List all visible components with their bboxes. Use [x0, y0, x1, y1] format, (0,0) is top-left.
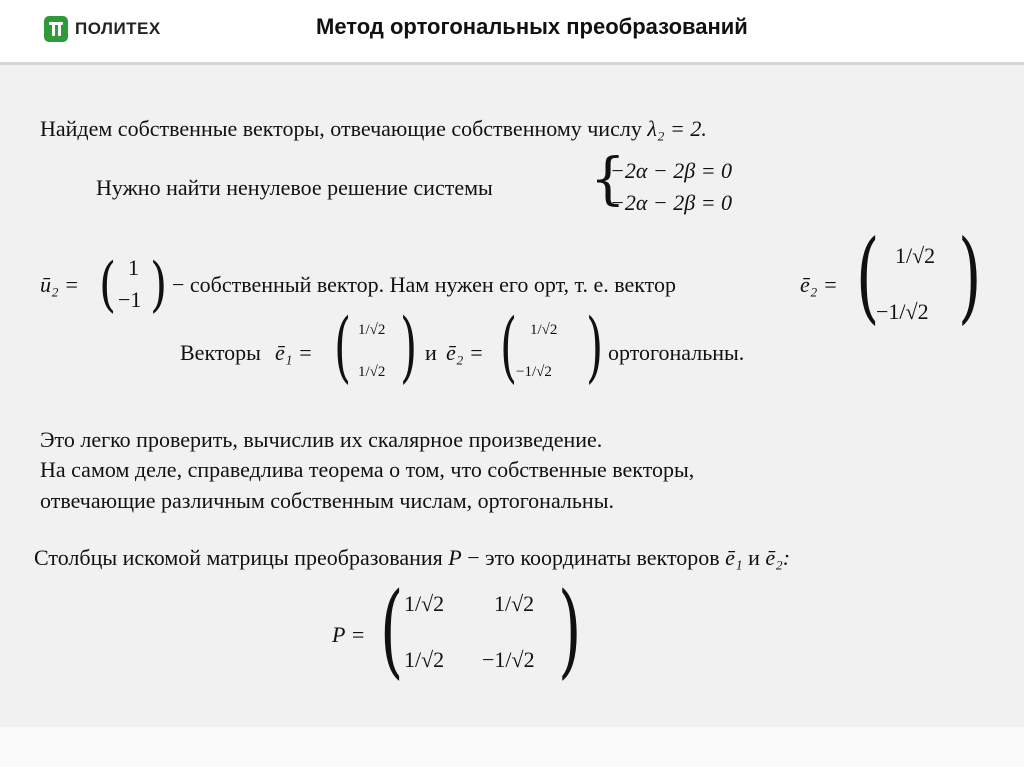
line-ort-text: − собственный вектор. Нам нужен его орт, т. е. вектор: [172, 272, 677, 297]
line-system-text: Нужно найти ненулевое решение системы: [96, 175, 493, 200]
e1-bottom: 1/√2: [358, 364, 386, 380]
matrix-label: P =: [332, 622, 366, 647]
matrix-paren-left: (: [380, 571, 404, 691]
matrix-cell-01: 1/√2: [494, 591, 535, 616]
columns-and: и: [748, 545, 760, 570]
columns-rest: − это координаты векторов: [467, 545, 720, 570]
e2-label: ē₂ =: [800, 272, 838, 297]
u2-paren-right: ): [150, 250, 168, 320]
u2-paren-left: (: [99, 250, 117, 320]
logo: [44, 16, 161, 42]
and-text: и: [425, 340, 437, 365]
system-eq-1: −2α − 2β = 0: [610, 158, 733, 183]
columns-e2: ē₂:: [765, 545, 791, 570]
u2-top: 1: [128, 255, 139, 280]
e2-paren-left: (: [856, 219, 880, 336]
columns-line: [34, 545, 790, 571]
page-title: Метод ортогональных преобразований: [316, 14, 748, 39]
e2b-paren-left: (: [500, 303, 518, 393]
u2-label: ū₂ =: [40, 272, 79, 297]
line-vectors-text: Векторы: [180, 340, 261, 365]
system-eq-2: −2α − 2β = 0: [610, 190, 733, 215]
content-panel: [0, 62, 1024, 727]
lambda-math: λ₂ = 2.: [647, 116, 707, 141]
e2-bottom: −1/√2: [876, 299, 929, 324]
para-line-2: На самом деле, справедлива теорема о том, что собственные векторы,: [40, 457, 695, 482]
line-eigenvalue: [40, 116, 707, 142]
u2-bottom: −1: [118, 287, 142, 312]
e2-top: 1/√2: [895, 243, 936, 268]
e2b-bottom: −1/√2: [516, 364, 552, 380]
e1-label: ē₁ =: [275, 340, 313, 365]
e2-paren-right: ): [958, 219, 982, 336]
e2b-paren-right: ): [586, 303, 604, 393]
logo-text: ПОЛИТЕХ: [75, 19, 161, 38]
matrix-cell-10: 1/√2: [404, 647, 445, 672]
system-brace: {: [590, 147, 626, 212]
matrix-cell-00: 1/√2: [404, 591, 445, 616]
line-eigenvalue-text: Найдем собственные векторы, отвечающие собственному числу: [40, 116, 648, 141]
header: [0, 0, 1024, 62]
columns-text: Столбцы искомой матрицы преобразования: [34, 545, 443, 570]
footer-strip: [0, 727, 1024, 767]
e1-paren-left: (: [334, 303, 352, 393]
e2-label-2: ē₂ =: [446, 340, 484, 365]
p-symbol: P: [448, 545, 462, 570]
e2b-top: 1/√2: [530, 322, 558, 338]
orthogonal-text: ортогональны.: [608, 340, 745, 365]
e1-paren-right: ): [400, 303, 418, 393]
logo-icon: [44, 16, 68, 42]
para-line-1: Это легко проверить, вычислив их скалярное произведение.: [40, 427, 603, 452]
matrix-cell-11: −1/√2: [482, 647, 535, 672]
columns-e1: ē₁: [725, 545, 743, 570]
e1-top: 1/√2: [358, 322, 386, 338]
para-line-3: отвечающие различным собственным числам, ортогональны.: [40, 488, 614, 513]
matrix-paren-right: ): [558, 571, 582, 691]
